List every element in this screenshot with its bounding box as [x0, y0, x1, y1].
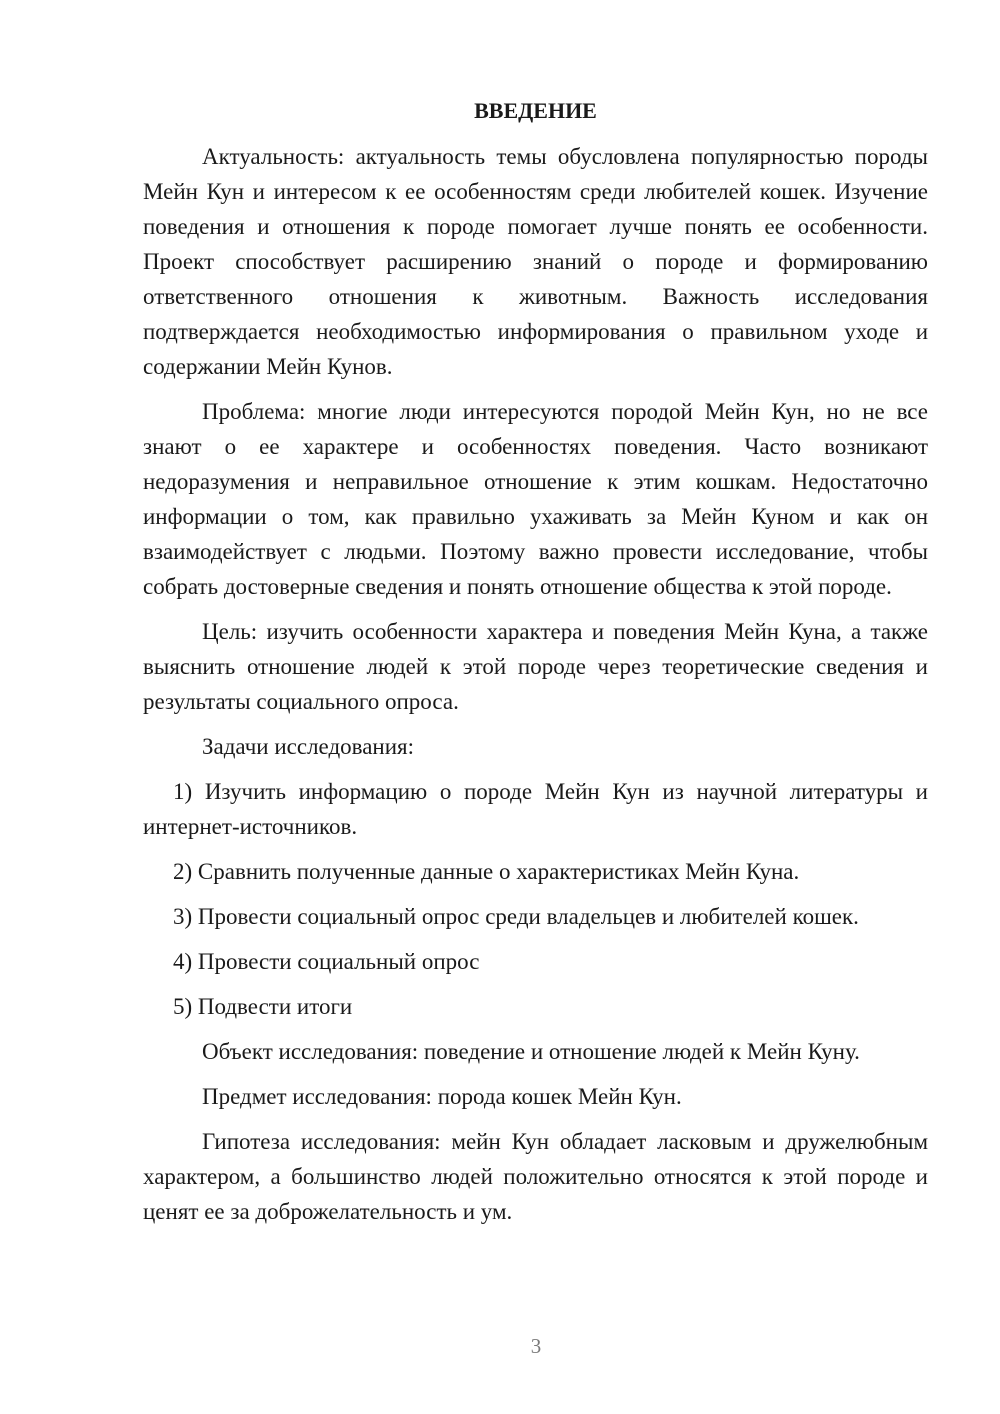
hypothesis-paragraph: Гипотеза исследования: мейн Кун обладает ласковым и дружелюбным характером, а большинство людей положительно относятся к этой породе и ценят ее за доброжелательность и ум. [143, 1129, 928, 1224]
page-heading: ВВЕДЕНИЕ [474, 98, 597, 123]
subject-paragraph: Предмет исследования: порода кошек Мейн Кун. [202, 1084, 682, 1109]
problem-paragraph: Проблема: многие люди интересуются породой Мейн Кун, но не все знают о ее характере и особенностях поведения. Часто возникают недоразумения и неправильное отношение к этим кошкам. Недостаточно информации о том, как правильно ухаживать за Мейн Куном и как он взаимодействует с людьми. Поэтому важно провести исследование, чтобы собрать достоверные сведения и понять отношение общества к этой породе. [143, 399, 928, 599]
relevance-paragraph: Актуальность: актуальность темы обусловлена популярностью породы Мейн Кун и интересом к ее особенностям среди любителей кошек. Изучение поведения и отношения к породе помогает лучше понять ее особенности. Проект способствует расширению знаний о породе и формированию ответственного отношения к животным. Важность исследования подтверждается необходимостью информирования о правильном уходе и содержании Мейн Кунов. [143, 144, 928, 379]
page-number: 3 [530, 1334, 542, 1358]
tasks-title: Задачи исследования: [202, 734, 415, 759]
page-content [143, 96, 928, 1229]
task-item-1: 1) Изучить информацию о породе Мейн Кун из научной литературы и интернет-источников. [143, 779, 928, 839]
task-item-4: 4) Провести социальный опрос [173, 949, 480, 974]
object-paragraph: Объект исследования: поведение и отношение людей к Мейн Куну. [202, 1039, 860, 1064]
goal-paragraph: Цель: изучить особенности характера и поведения Мейн Куна, а также выяснить отношение людей к этой породе через теоретические сведения и результаты социального опроса. [143, 619, 928, 714]
task-item-2: 2) Сравнить полученные данные о характеристиках Мейн Куна. [173, 859, 800, 884]
task-item-5: 5) Подвести итоги [173, 994, 353, 1019]
task-item-3: 3) Провести социальный опрос среди владельцев и любителей кошек. [173, 904, 859, 929]
